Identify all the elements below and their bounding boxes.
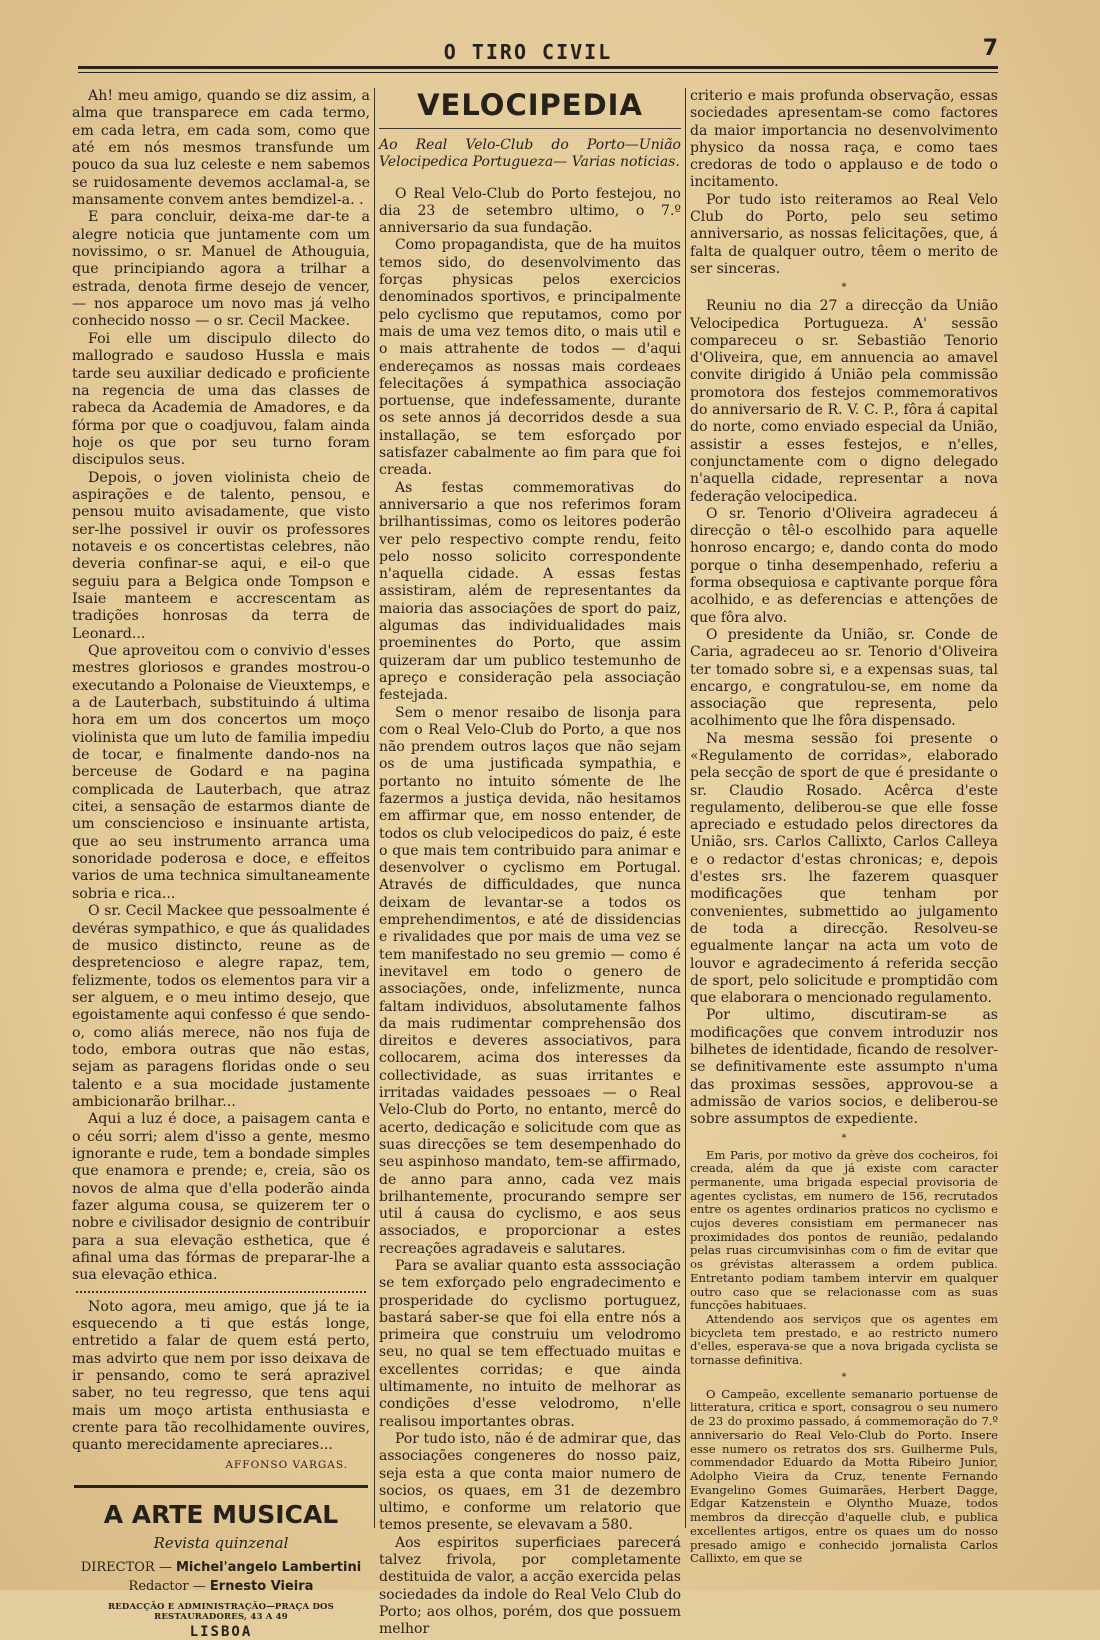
article-paragraph: Na mesma sessão foi presente o «Regulamento de corridas», elaborado pela secção de sport de que é presidante o sr. Claudio Rosado. Acêrca d'este regulamento, deliberou-se que elle fosse apreciado e estudado pelos directores da União, srs. Carlos Callixto, Carlos Calleya e o redactor d'estas chronicas; e, depois d'estes srs. lhe fazerem quasquer modificações que tenham por convenientes, submettido ao julgamento de toda a direcção. Resolveu-se egualmente lançar na acta um voto de louvor e agradecimento á referida secção de sport, pelo solicitude e promptidão com que elaborara o mencionado regulamento. <box>690 730 998 1007</box>
news-paragraph: Attendendo aos serviços que os agentes em bicycleta tem prestado, e ao restricto numero d'elles, esperava-se que a nova brigada cyclista se tornasse definitiva. <box>690 1311 998 1368</box>
column-left <box>72 88 370 1640</box>
column-middle <box>379 88 681 1638</box>
column-divider-1 <box>374 88 375 1528</box>
section-subtitle: Ao Real Velo-Club do Porto—União Velocipedica Portugueza— Varias noticias. <box>379 137 681 171</box>
column-divider-2 <box>685 88 686 1528</box>
asterisk-separator: * <box>841 1132 847 1144</box>
campeao-news <box>690 1388 998 1566</box>
article-paragraph: Para se avaliar quanto esta asssociação se tem exforçado pelo engradecimento e prosperidade do cyclismo portuguez, bastará saber-se que foi ella entre nós a primeira que construiu um velodromo seu, no qual se tem effectuado muitas e excellentes corridas; e que ainda ultimamente, no intuito de melhorar as condições d'esse velodromo, n'elle realisou importantes obras. <box>379 1258 681 1430</box>
letter-closing: Noto agora, meu amigo, que já te ia esquecendo a ti que estás longe, entretido a falar de quem está perto, mas advirto que nem por isso deixava de ir pensando, como te será aprazivel saber, no teu regresso, que tens aqui mais um moço artista enthusiasta e crente para tão recolhidamente ouvires, quanto merecidamente apreciares... <box>72 1298 370 1454</box>
newspaper-title: O TIRO CIVIL <box>443 40 613 64</box>
title-rule <box>379 128 681 129</box>
article-paragraph: As festas commemorativas do anniversario a que nos referimos foram brilhantissimas, como os leitores poderão ver pelo respectivo compte rendu, feito pelo nosso solicito correspondente n'aquella cidade. A essas festas assistiram, além de representantes da maioria das associações de sport do paiz, algumas das individualidades mais proeminentes do Porto, que assim quizeram dar um publico testemunho de apreço e consideração pela associação festejada. <box>379 479 681 704</box>
article-paragraph: Sem o menor resaibo de lisonja para com o Real Velo-Club do Porto, a que nos não prendem outros laços que não sejam os de uma justificada sympathia, e portanto no intuito sómente de lhe fazermos a justiça devida, não hesitamos em affirmar que, em nosso entender, de todos os club velocipedicos do paiz, é este o que mais tem contribuido para animar e desenvolver o cyclismo em Portugal. Através de difficuldades, que nunca deixam de levantar-se a todos os emprehendimentos, e até de dissidencias e rivalidades que por mais de uma vez se tem manifestado no seu gremio — como é inevitavel em todo o genero de associações, onde, infelizmente, nunca faltam individuos, absolutamente falhos da mais rudimentar comprehensão dos direitos e deveres associativos, para collocarem, acima dos interesses da collectividade, as suas irritantes e irritadas vaidades pessoaes — o Real Velo-Club do Porto, no entanto, mercê do acerto, dedicação e solicitude com que as suas direcções se tem desempenhado do seu aspinhoso mandato, tem-se affirmado, de anno para anno, cada vez mais brilhantemente, procurando sempre ser util á causa do cyclismo, e aos seus associados, e proporcionar a estes recreações agradaveis e salutares. <box>379 704 681 1257</box>
letter-paragraph: Aqui a luz é doce, a paisagem canta e o céu sorri; alem d'isso a gente, mesmo ignorante e rude, tem a bondade simples que enamora e prende; e, creia, são os novos de alma que d'ella poderão ainda fazer alguma cousa, se quizerem ter o nobre e civilisador designio de contribuir para a sua elevação esthetica, que é afinal uma das fórmas de preparar-lhe a sua elevação ethica. <box>72 1111 370 1284</box>
header-rule-top <box>78 66 998 69</box>
ad-title: A ARTE MUSICAL <box>103 1499 339 1529</box>
ad-director-line <box>72 1560 370 1575</box>
page-number: 7 <box>982 36 998 61</box>
ad-city: LISBOA <box>189 1623 253 1640</box>
ad-redactor-name: Ernesto Vieira <box>209 1578 314 1594</box>
letter-paragraph: E para concluir, deixa-me dar-te a alegre noticia que juntamente com um novissimo, o sr. Manuel de Athouguia, que principiando agora a trilhar a estrada, denota firme desejo de vencer, — nos apparoce um novo mas já velho conhecido nosso — o sr. Cecil Mackee. <box>72 209 370 330</box>
letter-paragraph: Depois, o joven violinista cheio de aspirações e de talento, pensou, e pensou muito avisadamente, que visto ser-lhe possivel ir ouvir os professores notaveis e os concertistas celebres, não deveria confinar-se aqui, e eil-o que seguiu para a Belgica onde Tompson e Isaie manteem e accrescentam as tradições honrosas da terra de Leonard... <box>72 469 370 642</box>
ad-director-label: DIRECTOR — <box>80 1559 172 1575</box>
ad-address: REDACÇÃO E ADMINISTRAÇÃO—PRAÇA DOS RESTAURADORES, 43 A 49 <box>107 1601 334 1622</box>
dotted-separator <box>76 1291 366 1293</box>
article-paragraph: Como propagandista, que de ha muitos temos sido, do desenvolvimento das forças physicas pelos exercicios denominados sportivos, e principalmente pelo cyclismo que reputamos, como por mais de uma vez temos dito, o mais util e o mais attrahente de todos — d'aqui endereçamos as nossas mais cordeaes felecitações á sympathica associação portuense, que indefessamente, durante os sete annos já decorridos desde a sua installação, se tem esforçado por satisfazer cabalmente ao fim para que foi creada. <box>379 237 681 479</box>
article-paragraph: O sr. Tenorio d'Oliveira agradeceu á direcção o têl-o escolhido para aquelle honroso encargo; e, dando conta do modo porque o tinha desempenhado, referiu a forma obsequiosa e captivante porque fôra acolhido, e as deferencias e attenções de que fôra alvo. <box>690 505 998 626</box>
article-paragraph: Por ultimo, discutiram-se as modificações que convem introduzir nos bilhetes de identidade, ficando de resolver-se definitivamente este assumpto n'uma das proximas sessões, approvou-se a admissão de varios socios, e deliberou-se sobre assumptos de expediente. <box>690 1007 998 1128</box>
ad-director-name: Michel'angelo Lambertini <box>176 1559 362 1575</box>
paris-news <box>690 1149 998 1368</box>
ad-subtitle: Revista quinzenal <box>153 1533 289 1552</box>
ad-redactor-line <box>72 1579 370 1594</box>
letter-paragraph: Ah! meu amigo, quando se diz assim, a alma que transparece em cada termo, em cada letra, em cada som, como que até em nós mesmos transfunde um pouco da sua luz celeste e nem sabemos se ruidosamente devemos acclamal-a, se mansamente convem antes bemdizel-a. . <box>72 88 370 209</box>
letter-paragraph: O sr. Cecil Mackee que pessoalmente é devéras sympathico, e que ás qualidades de musico distincto, reune as de despretencioso e alegre rapaz, tem, felizmente, todos os elementos para vir a ser alguem, e o meu intimo desejo, que egoistamente aqui confesso é que sendo-o, como aliás merece, não nos fuja de todo, embora outras que não estas, sejam as paragens floridas onde o seu talento e a sua mocidade justamente ambicionarão brilhar... <box>72 903 370 1110</box>
article-paragraph: O Real Velo-Club do Porto festejou, no dia 23 de setembro ultimo, o 7.º anniversario da sua fundação. <box>379 185 681 237</box>
article-paragraph: Por tudo isto, não é de admirar que, das associações congeneres do nosso paiz, seja esta a que conta maior numero de socios, os quaes, em 31 de dezembro ultimo, e conforme um relatorio que temos presente, se elevavam a 580. <box>379 1430 681 1534</box>
header-rule-bottom <box>78 72 998 73</box>
asterisk-separator: * <box>841 1371 847 1383</box>
ad-redactor-label: Redactor — <box>128 1578 206 1594</box>
article-paragraph: Aos espiritos superficiaes parecerá talvez frivola, por completamente destituida de valor, a acção exercida pelas sociedades da indole do Real Velo Club do Porto; aos olhos, porém, dos que possuem melhor <box>379 1534 681 1638</box>
advertisement-arte-musical <box>72 1485 370 1640</box>
news-paragraph: O Campeão, excellente semanario portuense de litteratura, critica e sport, consagrou o seu numero de 23 do proximo passado, á commemoração do 7.º anniversario do Real Velo-Club do Porto. Insere esse numero os retratos dos srs. Guilherme Puls, commendador Eduardo da Motta Ribeiro Junior, Adolpho Vieira da Cruz, tenente Fernando Evangelino Gomes Guimarães, Herbert Dagge, Edgar Katzenstein e Olyntho Muaze, todos membros da direcção d'aquelle club, e publica excellentes artigos, entre os quaes um do nosso presado amigo e conhecido jornalista Carlos Callixto, em que se <box>690 1386 998 1566</box>
page-header <box>78 38 998 68</box>
news-paragraph: Em Paris, por motivo da grève dos cocheiros, foi creada, além da que já existe com caracter permanente, uma brigada especial provisoria de agentes cyclistas, em numero de 156, recrutados entre os agentes ordinarios praticos no cyclismo e cujos deveres consistiam em permanecer nas proximidades dos pontos de reunião, pedalando pelas ruas circumvisinhas com o fim de evitar que os grévistas alterassem a ordem publica. Entretanto podiam tambem intervir em qualquer outro caso que se relacionasse com as suas funcções habituaes. <box>690 1147 998 1313</box>
ad-rule <box>74 1485 368 1488</box>
article-paragraph: Por tudo isto reiteramos ao Real Velo Club do Porto, pelo seu setimo anniversario, as nossas felicitações, que, á falta de qualquer outro, têem o merito de ser sinceras. <box>690 191 998 277</box>
section-title: VELOCIPEDIA <box>417 88 643 122</box>
author-signature: AFFONSO VARGAS. <box>225 1458 348 1471</box>
letter-paragraph: Foi elle um discipulo dilecto do mallogrado e saudoso Hussla e mais tarde seu auxiliar dedicado e proficiente na regencia de uma das classes de rabeca da Academia de Amadores, e da fórma por que o coadjuvou, falam ainda hoje os que por seu turno foram discipulos seus. <box>72 330 370 469</box>
article-paragraph: criterio e mais profunda observação, essas sociedades apresentam-se como factores da maior importancia no desenvolvimento physico da nossa raça, e como taes credoras de todo o applauso e de todo o incitamento. <box>690 88 998 191</box>
asterisk-separator: * <box>841 282 847 294</box>
column-right <box>690 88 998 1566</box>
article-paragraph: Reuniu no dia 27 a direcção da União Velocipedica Portugueza. A' sessão compareceu o sr. Sebastião Tenorio d'Oliveira, que, em annuencia ao amavel convite dirigido á União pela commissão promotora dos festejos commemorativos do anniversario de R. V. C. P., fôra á capital do norte, como enviado especial da União, assistir a esses festejos, e n'elles, conjunctamente com o digno delegado n'aquella cidade, representar a nova federação velocipedica. <box>690 298 998 505</box>
letter-paragraph: Que aproveitou com o convivio d'esses mestres gloriosos e grandes mostrou-o executando a Polonaise de Vieuxtemps, e a de Lauterbach, substituindo á ultima hora em um dos concertos um moço violinista que um luto de familia impediu de tocar, e finalmente dando-nos na berceuse de Godard e na pagina complicada de Lauterbach, que atraz citei, a sensação de estarmos diante de um consciencioso e insinuante artista, que ao seu instrumento arranca uma sonoridade poderosa e doce, e effeitos varios de uma technica simultaneamente sobria e rica... <box>72 643 370 902</box>
article-paragraph: O presidente da União, sr. Conde de Caria, agradeceu ao sr. Tenorio d'Oliveira ter tomado sobre si, e a expensas suas, tal encargo, e congratulou-se, em nome da associação que representa, pelo acolhimento que lhe fôra dispensado. <box>690 626 998 730</box>
